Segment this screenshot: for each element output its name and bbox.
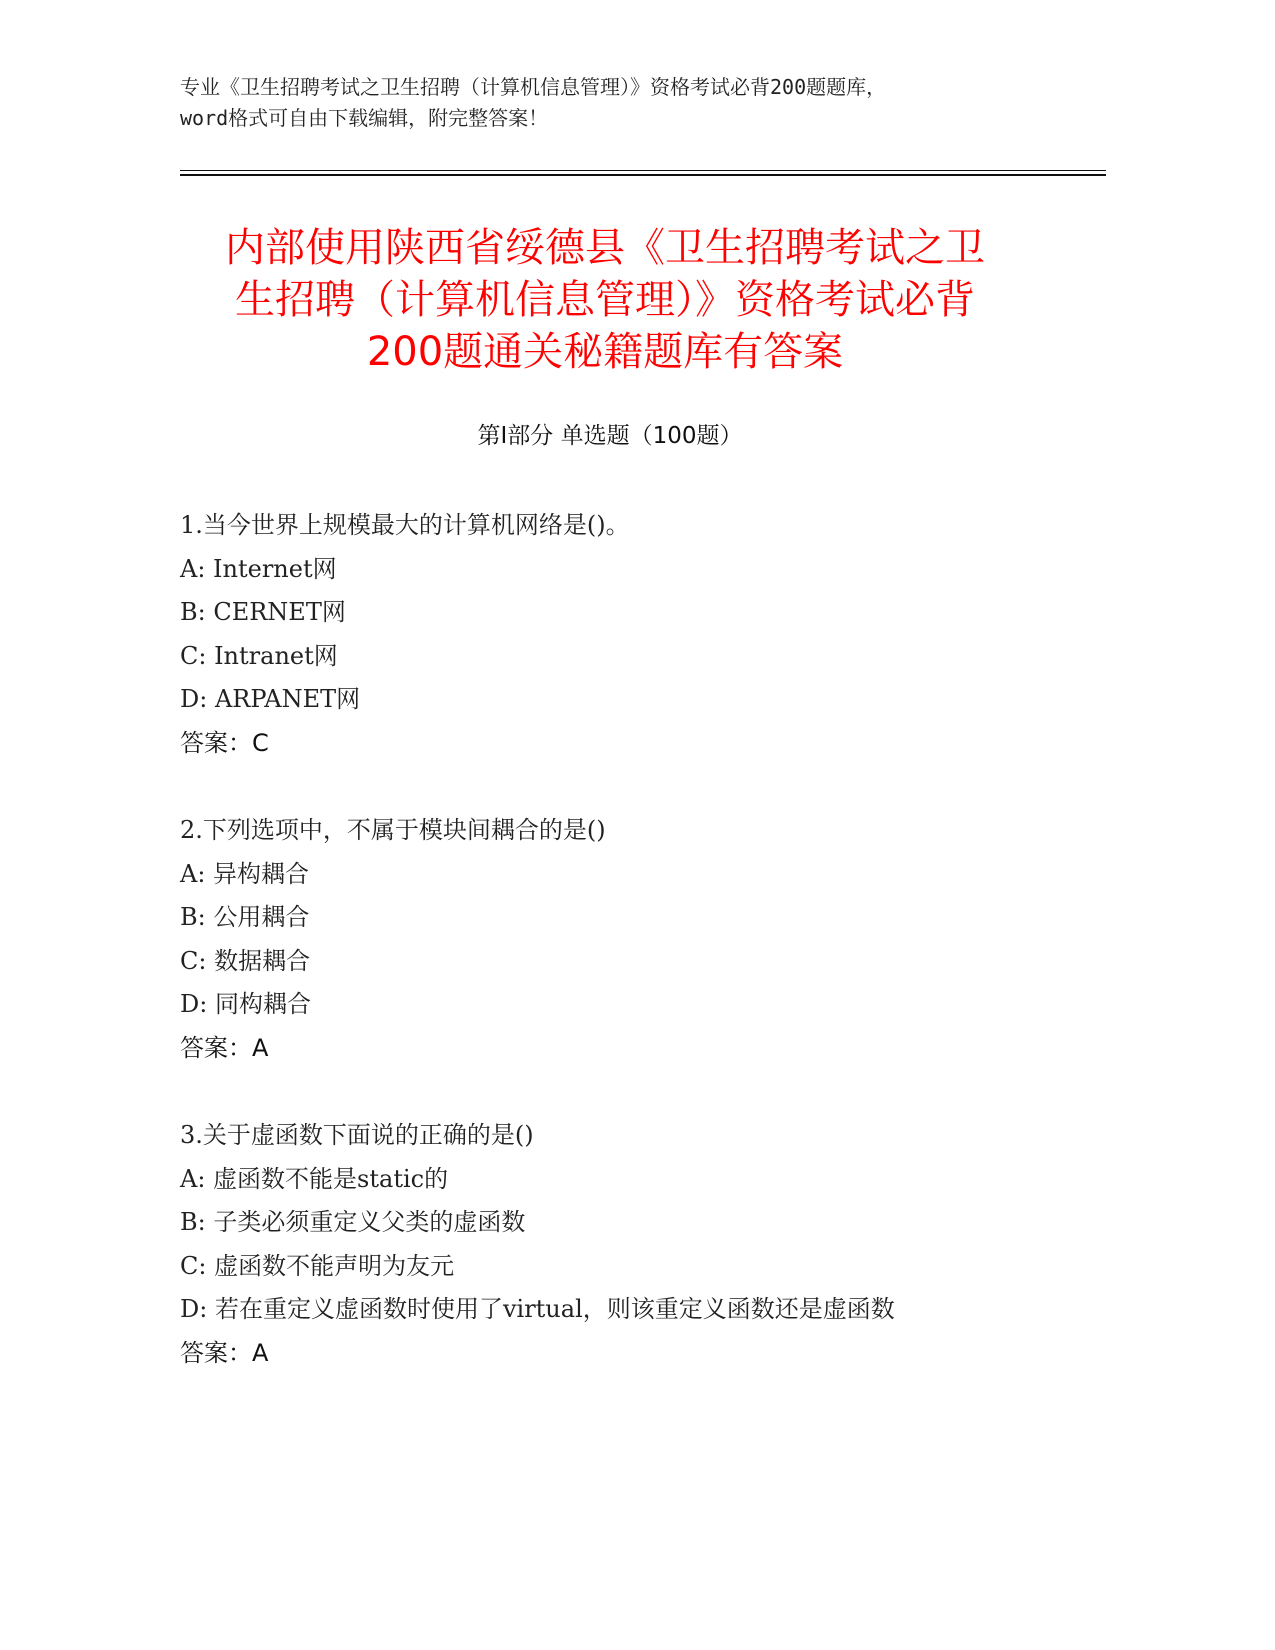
answer: 答案：C bbox=[180, 728, 269, 757]
question-1 bbox=[180, 504, 1110, 765]
option-a: A: 异构耦合 bbox=[180, 859, 310, 888]
answer: 答案：A bbox=[180, 1033, 269, 1062]
option-b: B: CERNET网 bbox=[180, 598, 346, 626]
header-divider-thin bbox=[180, 170, 1106, 171]
option-c: C: 虚函数不能声明为友元 bbox=[180, 1251, 455, 1280]
option-d: D: 同构耦合 bbox=[180, 990, 311, 1018]
option-d: D: ARPANET网 bbox=[180, 685, 361, 713]
answer: 答案：A bbox=[180, 1338, 269, 1367]
question-stem: 3.关于虚函数下面说的正确的是() bbox=[180, 1121, 534, 1149]
question-stem: 1.当今世界上规模最大的计算机网络是()。 bbox=[180, 511, 630, 539]
header-divider-thick bbox=[180, 174, 1106, 176]
option-d: D: 若在重定义虚函数时使用了virtual，则该重定义函数还是虚函数 bbox=[180, 1295, 895, 1323]
option-c: C: 数据耦合 bbox=[180, 946, 311, 975]
question-2 bbox=[180, 809, 1110, 1070]
option-c: C: Intranet网 bbox=[180, 641, 338, 670]
question-3 bbox=[180, 1114, 1110, 1375]
option-b: B: 公用耦合 bbox=[180, 903, 310, 931]
section-heading: 第I部分 单选题（100题） bbox=[477, 423, 743, 449]
question-stem: 2.下列选项中，不属于模块间耦合的是() bbox=[180, 816, 606, 844]
document-title-line-2: 生招聘（计算机信息管理）》资格考试必背 bbox=[235, 277, 975, 323]
document-title-line-3: 200题通关秘籍题库有答案 bbox=[366, 329, 844, 375]
option-a: A: Internet网 bbox=[180, 554, 337, 583]
option-b: B: 子类必须重定义父类的虚函数 bbox=[180, 1208, 526, 1236]
header-note-line-1: 专业《卫生招聘考试之卫生招聘（计算机信息管理）》资格考试必背200题题库， bbox=[180, 75, 887, 99]
header-note-line-2: word格式可自由下载编辑，附完整答案！ bbox=[180, 106, 549, 130]
document-title-line-1: 内部使用陕西省绥德县《卫生招聘考试之卫 bbox=[225, 225, 985, 271]
header-note bbox=[180, 72, 1080, 134]
option-a: A: 虚函数不能是static的 bbox=[180, 1164, 449, 1193]
document-title bbox=[170, 222, 1040, 378]
